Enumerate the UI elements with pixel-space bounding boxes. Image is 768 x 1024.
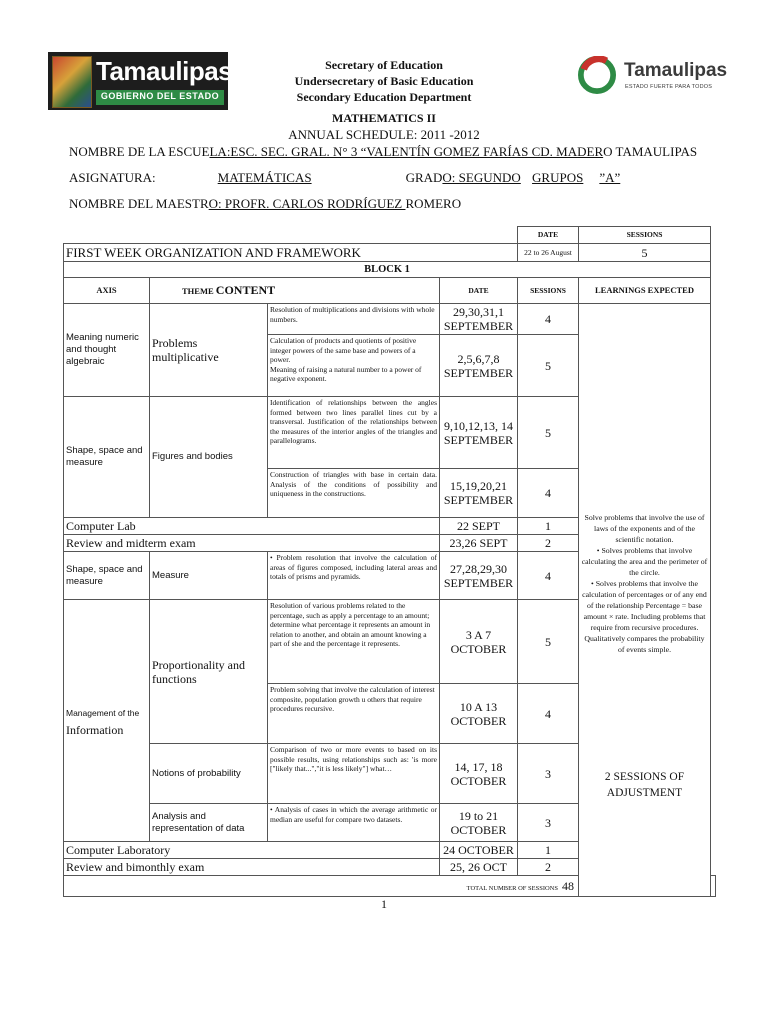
annual-schedule-table xyxy=(63,226,716,897)
top-sessions-header: SESSIONS xyxy=(579,227,711,244)
subject-label: ASIGNATURA: xyxy=(69,170,156,185)
first-week-label: FIRST WEEK ORGANIZATION AND FRAMEWORK xyxy=(64,244,518,262)
learnings-expected-cell xyxy=(579,304,711,897)
computer-laboratory-date: 24 OCTOBER xyxy=(440,842,518,859)
school-label: NOMBRE DE LA ESCUE xyxy=(69,144,210,159)
content-cell: • Analysis of cases in which the average arithmetic or median are useful for compare two datasets. xyxy=(268,804,440,842)
header-line-3: Secondary Education Department xyxy=(296,90,472,104)
theme-notions: Notions of probability xyxy=(150,744,268,804)
logo-left-subtitle: GOBIERNO DEL ESTADO xyxy=(100,91,220,101)
header-line-2: Undersecretary of Basic Education xyxy=(294,74,474,88)
content-cell: Resolution of various problems related to the percentage, such as apply a percentage to an amount; determine what percentage it represents an amount in relation to another, and obtain an amount knowing a part of she and the percentage it represents. xyxy=(268,600,440,684)
content-cell: Comparison of two or more events to based on its possible results, using relationships such as: 'is more ["likely that...","it is less likely"] what… xyxy=(268,744,440,804)
teacher-label: NOMBRE DEL MAESTR xyxy=(69,196,209,211)
computer-lab-sessions: 1 xyxy=(518,518,579,535)
theme-analysis: Analysis and representation of data xyxy=(150,804,268,842)
theme-figures: Figures and bodies xyxy=(150,397,268,518)
date-cell: 29,30,31,1 SEPTEMBER xyxy=(440,304,518,335)
theme-content-header xyxy=(150,278,440,304)
content-cell: Problem solving that involve the calculation of interest composite, population growth u others that require procedures recursive. xyxy=(268,684,440,744)
date-cell: 10 A 13 OCTOBER xyxy=(440,684,518,744)
review-midterm-label: Review and midterm exam xyxy=(64,535,440,552)
first-week-sessions: 5 xyxy=(579,244,711,262)
sessions-cell: 4 xyxy=(518,552,579,600)
date-header: DATE xyxy=(440,278,518,304)
sessions-cell: 5 xyxy=(518,600,579,684)
school-name-line xyxy=(69,144,697,160)
total-empty-cell xyxy=(711,876,716,897)
computer-laboratory-sessions: 1 xyxy=(518,842,579,859)
date-cell: 3 A 7 OCTOBER xyxy=(440,600,518,684)
groups-label: GRUPOS xyxy=(532,170,584,185)
sessions-header: SESSIONS xyxy=(518,278,579,304)
sessions-cell: 5 xyxy=(518,397,579,469)
computer-lab-label: Computer Lab xyxy=(64,518,440,535)
table-row xyxy=(64,304,716,335)
block-title: BLOCK 1 xyxy=(64,262,711,278)
theme-measure: Measure xyxy=(150,552,268,600)
axis-shape-space-2: Shape, space and measure xyxy=(64,552,150,600)
adjustment-text: 2 SESSIONS OF ADJUSTMENT xyxy=(604,770,685,799)
total-value: 48 xyxy=(562,879,574,893)
groups-value: ”A” xyxy=(599,170,621,185)
schedule-title: ANNUAL SCHEDULE: 2011 -2012 xyxy=(288,127,480,142)
date-cell: 15,19,20,21 SEPTEMBER xyxy=(440,469,518,518)
sessions-cell: 4 xyxy=(518,304,579,335)
sessions-cell: 3 xyxy=(518,744,579,804)
axis-header: AXIS xyxy=(64,278,150,304)
review-bimonthly-date: 25, 26 OCT xyxy=(440,859,518,876)
teacher-name-line xyxy=(69,196,461,212)
subject-line xyxy=(69,170,656,186)
theme-problems: Problems multiplicative xyxy=(150,304,268,397)
axis-management-big: Information xyxy=(66,722,124,737)
sessions-cell: 5 xyxy=(518,335,579,397)
date-cell: 9,10,12,13, 14 SEPTEMBER xyxy=(440,397,518,469)
date-cell: 19 to 21 OCTOBER xyxy=(440,804,518,842)
axis-meaning: Meaning numeric and thought algebraic xyxy=(64,304,150,397)
content-cell: Identification of relationships between the angles formed between two lines parallel lines cut by a transversal. Justification of the relationships between the measures of the interior angles of the triangles and parallelograms. xyxy=(268,397,440,469)
subject-title: MATHEMATICS II xyxy=(332,111,436,125)
school-value: LA:ESC. SEC. GRAL. N° 3 “VALENTÍN GOMEZ FARÍAS CD. MADER xyxy=(209,144,604,159)
logo-right-name: Tamaulipas xyxy=(624,60,728,81)
axis-shape-space-1: Shape, space and measure xyxy=(64,397,150,518)
learnings-text: Solve problems that involve the use of laws of the exponents and of the scientific notation. • Solves problems that involve calculating the area and the perimeter of the circle. • Solves problems that involve the calculation of percentages or of any end of the relationship Percentage = base amount × rate. Including problems that require from recursive procedures. Qualitatively compares the probability of events simple. xyxy=(581,512,708,654)
learnings-header: LEARNINGS EXPECTED xyxy=(579,278,711,304)
review-bimonthly-label: Review and bimonthly exam xyxy=(64,859,440,876)
content-cell: Calculation of products and quotients of positive integer powers of the same base and powers of a power. Meaning of raising a natural number to a power of negative exponent. xyxy=(268,335,440,397)
sessions-cell: 4 xyxy=(518,469,579,518)
sessions-cell: 3 xyxy=(518,804,579,842)
logo-right-subtitle: ESTADO FUERTE PARA TODOS xyxy=(625,84,713,90)
first-week-date: 22 to 26 August xyxy=(518,244,579,262)
computer-laboratory-label: Computer Laboratory xyxy=(64,842,440,859)
logo-left-name: Tamaulipas xyxy=(96,56,233,86)
content-cell: Resolution of multiplications and divisions with whole numbers. xyxy=(268,304,440,335)
teacher-value: O: PROFR. CARLOS RODRÍGUEZ xyxy=(208,196,406,211)
content-cell: Construction of triangles with base in certain data. Analysis of the conditions of possibility and uniqueness in the constructions. xyxy=(268,469,440,518)
content-cell: • Problem resolution that involve the calculation of areas of figures composed, including lateral areas and totals of prisms and pyramids. xyxy=(268,552,440,600)
sessions-cell: 4 xyxy=(518,684,579,744)
teacher-suffix: ROMERO xyxy=(405,196,462,211)
axis-management xyxy=(64,600,150,842)
total-label: TOTAL NUMBER OF SESSIONS xyxy=(466,885,558,892)
total-cell xyxy=(64,876,579,897)
blank-header-cell xyxy=(64,227,518,244)
review-bimonthly-sessions: 2 xyxy=(518,859,579,876)
page-number: 1 xyxy=(381,897,387,911)
review-midterm-date: 23,26 SEPT xyxy=(440,535,518,552)
subject-value: MATEMÁTICAS xyxy=(217,170,312,185)
axis-management-small: Management of the xyxy=(66,707,140,718)
header-line-1: Secretary of Education xyxy=(325,58,443,72)
grade-label: GRAD xyxy=(405,170,443,185)
top-date-header: DATE xyxy=(518,227,579,244)
review-midterm-sessions: 2 xyxy=(518,535,579,552)
date-cell: 27,28,29,30 SEPTEMBER xyxy=(440,552,518,600)
grade-value: O: SEGUNDO xyxy=(442,170,521,185)
content-header: CONTENT xyxy=(215,282,276,297)
date-cell: 14, 17, 18 OCTOBER xyxy=(440,744,518,804)
theme-proportionality: Proportionality and functions xyxy=(150,600,268,744)
theme-header: THEME xyxy=(182,285,214,296)
computer-lab-date: 22 SEPT xyxy=(440,518,518,535)
school-suffix: O TAMAULIPAS xyxy=(603,144,698,159)
date-cell: 2,5,6,7,8 SEPTEMBER xyxy=(440,335,518,397)
